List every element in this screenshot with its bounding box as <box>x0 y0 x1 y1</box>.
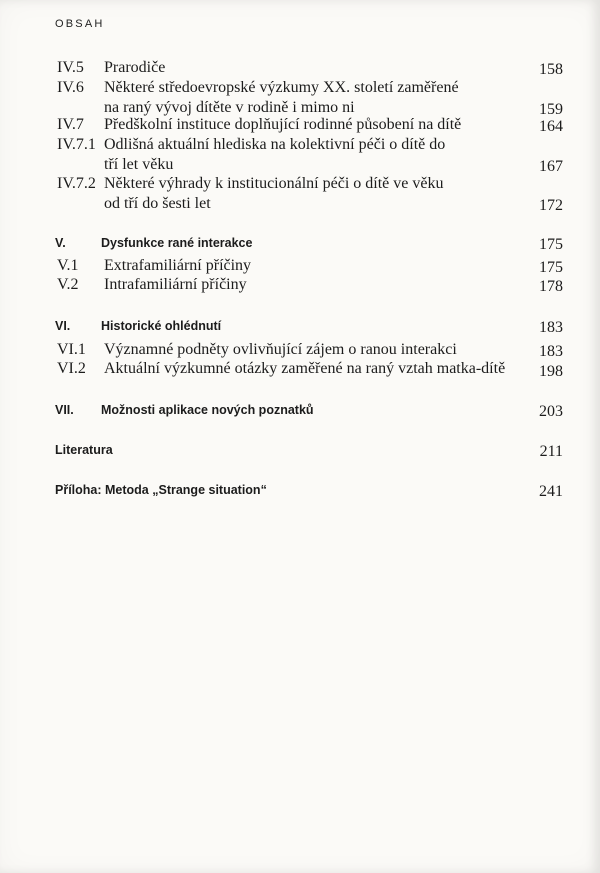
section-title: Literatura <box>55 443 113 457</box>
chapter-number: V. <box>55 236 66 250</box>
entry-number: IV.7.2 <box>57 175 96 192</box>
entry-page: 172 <box>539 197 563 214</box>
entry-number: IV.6 <box>57 79 84 96</box>
entry-title: Aktuální výzkumné otázky zaměřené na raný vztah matka-dítě <box>104 360 506 377</box>
entry-number: V.2 <box>57 276 79 293</box>
entry-title: Prarodiče <box>104 59 166 76</box>
entry-page: 159 <box>539 101 563 118</box>
entry-page: 203 <box>539 403 563 420</box>
section-title: Příloha: Metoda „Strange situation“ <box>55 483 267 497</box>
entry-page: 158 <box>539 61 563 78</box>
entry-page: 175 <box>539 236 563 253</box>
entry-number: VI.1 <box>57 341 86 358</box>
chapter-title: Dysfunkce rané interakce <box>101 236 253 250</box>
entry-title: Intrafamiliární příčiny <box>104 276 247 293</box>
chapter-title: Možnosti aplikace nových poznatků <box>101 403 314 417</box>
entry-page: 211 <box>539 443 563 460</box>
entry-page: 167 <box>539 158 563 175</box>
entry-title: Některé středoevropské výzkumy XX. století zaměřené <box>104 79 459 96</box>
entry-page: 241 <box>539 483 563 500</box>
chapter-title: Historické ohlédnutí <box>101 319 222 333</box>
entry-title: Extrafamiliární příčiny <box>104 257 252 274</box>
entry-title: Odlišná aktuální hlediska na kolektivní péči o dítě do <box>104 136 446 153</box>
entry-title-continued: na raný vývoj dítěte v rodině i mimo ni <box>104 99 355 116</box>
entry-page: 175 <box>539 259 563 276</box>
chapter-number: VI. <box>55 319 71 333</box>
entry-page: 183 <box>539 319 563 336</box>
entry-number: VI.2 <box>57 360 86 377</box>
entry-number: IV.5 <box>57 59 84 76</box>
entry-page: 198 <box>539 363 563 380</box>
entry-title-continued: od tří do šesti let <box>104 195 211 212</box>
entry-number: IV.7 <box>57 116 84 133</box>
entry-title-continued: tří let věku <box>104 156 174 173</box>
entry-title: Významné podněty ovlivňující zájem o ranou interakci <box>104 341 457 358</box>
entry-page: 164 <box>539 118 563 135</box>
entry-title: Předškolní instituce doplňující rodinné působení na dítě <box>104 116 462 133</box>
entry-number: V.1 <box>57 257 79 274</box>
entry-page: 178 <box>539 278 563 295</box>
entry-title: Některé výhrady k institucionální péči o dítě ve věku <box>104 175 444 192</box>
running-head: OBSAH <box>55 18 105 30</box>
chapter-number: VII. <box>55 403 74 417</box>
entry-number: IV.7.1 <box>57 136 96 153</box>
entry-page: 183 <box>539 343 563 360</box>
